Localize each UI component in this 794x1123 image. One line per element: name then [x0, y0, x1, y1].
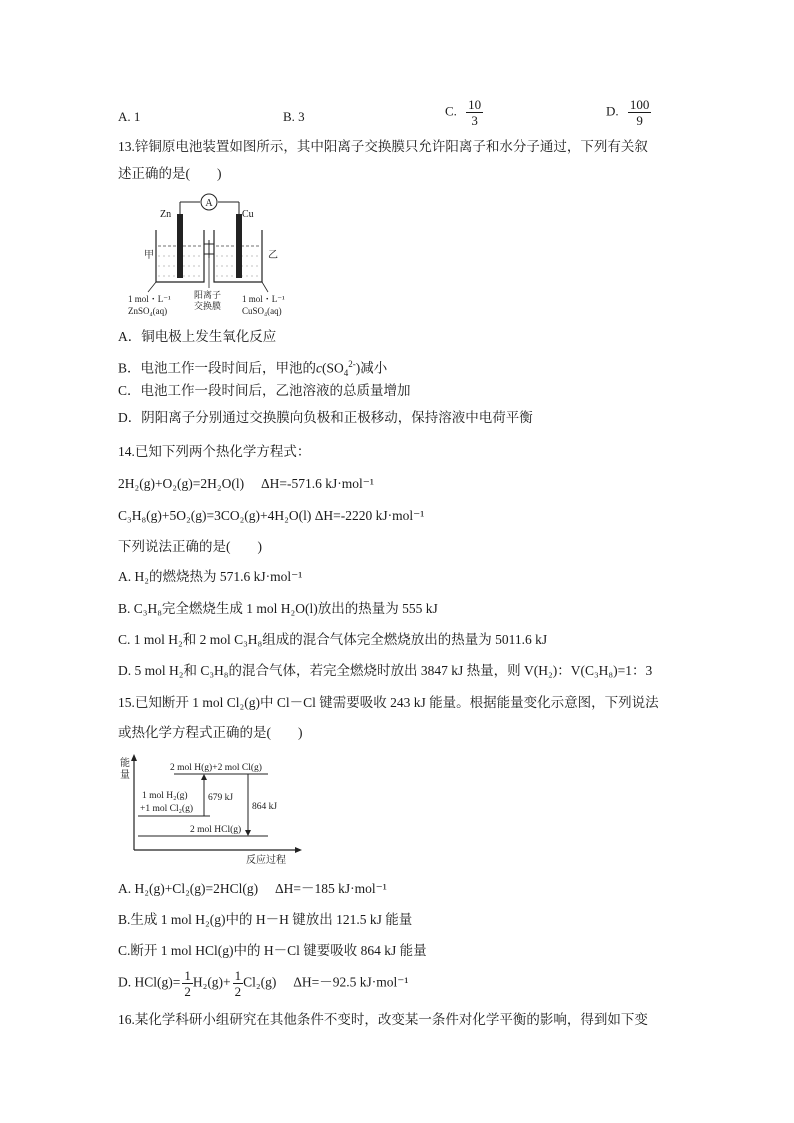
q15-option-d-end: Cl₂(g) ΔH=－92.5 kJ·mol⁻¹ — [243, 974, 409, 990]
q14-option-d: D. 5 mol H₂和 C₃H₈的混合气体，若完全燃烧时放出 3847 kJ 热量，则 V(H₂)：V(C₃H₈)=1：3 — [118, 663, 653, 678]
q12-option-d-fraction — [628, 97, 652, 128]
q14-stem: 14.已知下列两个热化学方程式： — [118, 444, 311, 459]
zn-label: Zn — [160, 209, 172, 220]
membrane-label-line2: 交换膜 — [194, 301, 222, 311]
q12-option-c — [445, 97, 483, 128]
q15-option-c: C.断开 1 mol HCl(g)中的 H－Cl 键要吸收 864 kJ 能量 — [118, 943, 427, 958]
q13-stem-line2: 述正确的是( ) — [118, 166, 222, 181]
gap-release-label: 864 kJ — [252, 802, 278, 812]
cu-label: Cu — [242, 209, 254, 220]
q13-option-b-charge: 2- — [348, 359, 356, 369]
energy-diagram — [118, 752, 308, 868]
fraction-denominator: 3 — [471, 113, 478, 128]
q12-option-c-fraction — [466, 97, 483, 128]
fraction-denominator: 2 — [234, 984, 242, 999]
q13-option-b-c: c — [316, 360, 323, 376]
y-axis-label-1: 能 — [120, 758, 130, 769]
q15-option-d-fraction-2 — [233, 968, 244, 999]
q13-option-b-sub: 4 — [343, 368, 349, 379]
fraction-denominator: 9 — [636, 113, 643, 128]
zn-electrode — [177, 214, 183, 278]
absorb-arrow-icon — [201, 774, 207, 780]
reactant-label-2: +1 mol Cl₂(g) — [140, 804, 194, 814]
q13-option-b-ion: (SO — [322, 360, 344, 376]
fraction-numerator: 100 — [629, 97, 650, 112]
gap-absorb-label: 679 kJ — [208, 793, 234, 803]
q15-option-d — [118, 968, 408, 999]
q13-option-c: C．电池工作一段时间后，乙池溶液的总质量增加 — [118, 383, 411, 398]
left-solution: ZnSO₄(aq) — [128, 306, 168, 316]
q15-option-b: B.生成 1 mol H₂(g)中的 H－H 键放出 121.5 kJ 能量 — [118, 912, 413, 927]
q13-option-d: D．阴阳离子分别通过交换膜向负极和正极移动，保持溶液中电荷平衡 — [118, 410, 533, 425]
galvanic-cell-figure — [118, 190, 298, 320]
product-label: 2 mol HCl(g) — [190, 825, 242, 835]
q15-stem-line1: 15.已知断开 1 mol Cl₂(g)中 Cl－Cl 键需要吸收 243 kJ 能量。根据能量变化示意图，下列说法 — [118, 695, 659, 710]
ammeter-label: A — [205, 198, 213, 209]
left-concentration: 1 mol・L⁻¹ — [128, 294, 171, 304]
left-cell-label: 甲 — [144, 250, 154, 261]
q13-option-b-text: B．电池工作一段时间后，甲池的 — [118, 360, 317, 376]
fraction-numerator: 10 — [468, 97, 482, 112]
q14-equation-2: C₃H₈(g)+5O₂(g)=3CO₂(g)+4H₂O(l) ΔH=-2220 kJ·mol⁻¹ — [118, 508, 425, 523]
q14-option-a: A. H₂的燃烧热为 571.6 kJ·mol⁻¹ — [118, 569, 303, 584]
q15-option-a: A. H₂(g)+Cl₂(g)=2HCl(g) ΔH=－185 kJ·mol⁻¹ — [118, 881, 387, 896]
x-axis-label: 反应过程 — [246, 855, 286, 866]
fraction-numerator: 1 — [184, 968, 191, 983]
q14-question: 下列说法正确的是( ) — [118, 539, 262, 554]
membrane-label-line1: 阳离子 — [194, 290, 222, 300]
fraction-numerator: 1 — [234, 968, 242, 983]
q12-option-b: B. 3 — [283, 109, 305, 124]
q15-option-d-fraction-1 — [182, 968, 193, 999]
q15-stem-line2: 或热化学方程式正确的是( ) — [118, 725, 303, 740]
q12-option-a: A. 1 — [118, 109, 141, 124]
q12-option-c-label: C. — [445, 103, 457, 119]
reactant-label-1: 1 mol H₂(g) — [142, 791, 188, 801]
right-cell-label: 乙 — [268, 250, 278, 261]
cu-electrode — [236, 214, 242, 278]
q16-stem-line1: 16.某化学科研小组研究在其他条件不变时，改变某一条件对化学平衡的影响，得到如下变 — [118, 1012, 648, 1027]
y-axis-label-2: 量 — [120, 770, 130, 781]
q12-option-d-label: D. — [606, 103, 619, 119]
q13-option-b — [118, 355, 387, 382]
q14-equation-1: 2H₂(g)+O₂(g)=2H₂O(l) ΔH=-571.6 kJ·mol⁻¹ — [118, 476, 374, 491]
right-concentration: 1 mol・L⁻¹ — [242, 294, 285, 304]
top-level-label: 2 mol H(g)+2 mol Cl(g) — [170, 763, 262, 773]
fraction-denominator: 2 — [184, 984, 191, 999]
right-solution: CuSO₄(aq) — [242, 306, 282, 316]
q15-option-d-start: D. HCl(g)= — [118, 974, 181, 990]
q12-option-d — [606, 97, 651, 128]
q14-option-c: C. 1 mol H₂和 2 mol C₃H₈组成的混合气体完全燃烧放出的热量为 5011.6 kJ — [118, 632, 548, 647]
q14-option-b: B. C₃H₈完全燃烧生成 1 mol H₂O(l)放出的热量为 555 kJ — [118, 601, 438, 616]
q13-option-b-end: )减小 — [355, 360, 388, 376]
q13-stem-line1: 13.锌铜原电池装置如图所示，其中阳离子交换膜只允许阳离子和水分子通过，下列有关叙 — [118, 139, 648, 154]
q15-option-d-mid: H₂(g)+ — [192, 974, 231, 990]
q13-option-a: A．铜电极上发生氧化反应 — [118, 329, 277, 344]
release-arrow-icon — [245, 830, 251, 836]
